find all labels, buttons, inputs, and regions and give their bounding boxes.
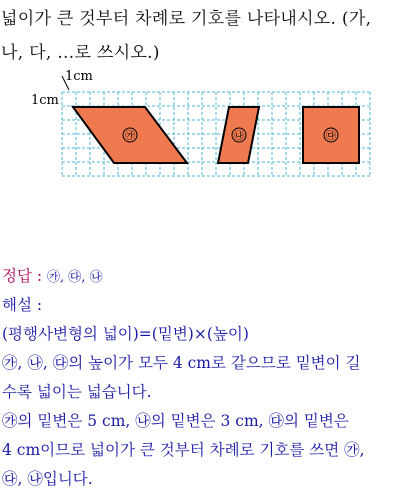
unit-label-left: 1cm [31, 93, 59, 108]
question-line-1: 넓이가 큰 것부터 차례로 기호를 나타내시오. (가, [1, 9, 372, 29]
unit-label-top: 1cm [65, 69, 93, 84]
shape-label-na: ㉯ [234, 131, 244, 142]
explanation-line-5: 4 cm이므로 넓이가 큰 것부터 차례로 기호를 쓰면 ㉮, [2, 441, 365, 459]
explanation-line-4: ㉮의 밑변은 5 cm, ㉯의 밑변은 3 cm, ㉰의 밑변은 [2, 412, 349, 430]
answer-label: 정답 : [2, 267, 43, 285]
explanation-line-6: ㉰, ㉯입니다. [2, 470, 93, 488]
grid-figure [0, 62, 400, 192]
shape-label-ga: ㉮ [125, 131, 135, 142]
explanation-label: 해설 : [2, 296, 43, 314]
grid-figure-svg [0, 62, 400, 192]
answer-section [2, 262, 398, 494]
explanation-line-2: ㉮, ㉯, ㉰의 높이가 모두 4 cm로 같으므로 밑변이 길 [2, 354, 361, 372]
answer-value: ㉮, ㉰, ㉯ [47, 270, 103, 285]
explanation-line-3: 수록 넓이는 넓습니다. [2, 383, 152, 401]
shape-label-da: ㉰ [326, 131, 336, 142]
question-line-2: 나, 다, …로 쓰시오.) [1, 43, 160, 63]
explanation-line-1: (평행사변형의 넓이)=(밑변)×(높이) [2, 325, 249, 343]
question-text [1, 2, 397, 70]
answer-line [2, 262, 398, 291]
